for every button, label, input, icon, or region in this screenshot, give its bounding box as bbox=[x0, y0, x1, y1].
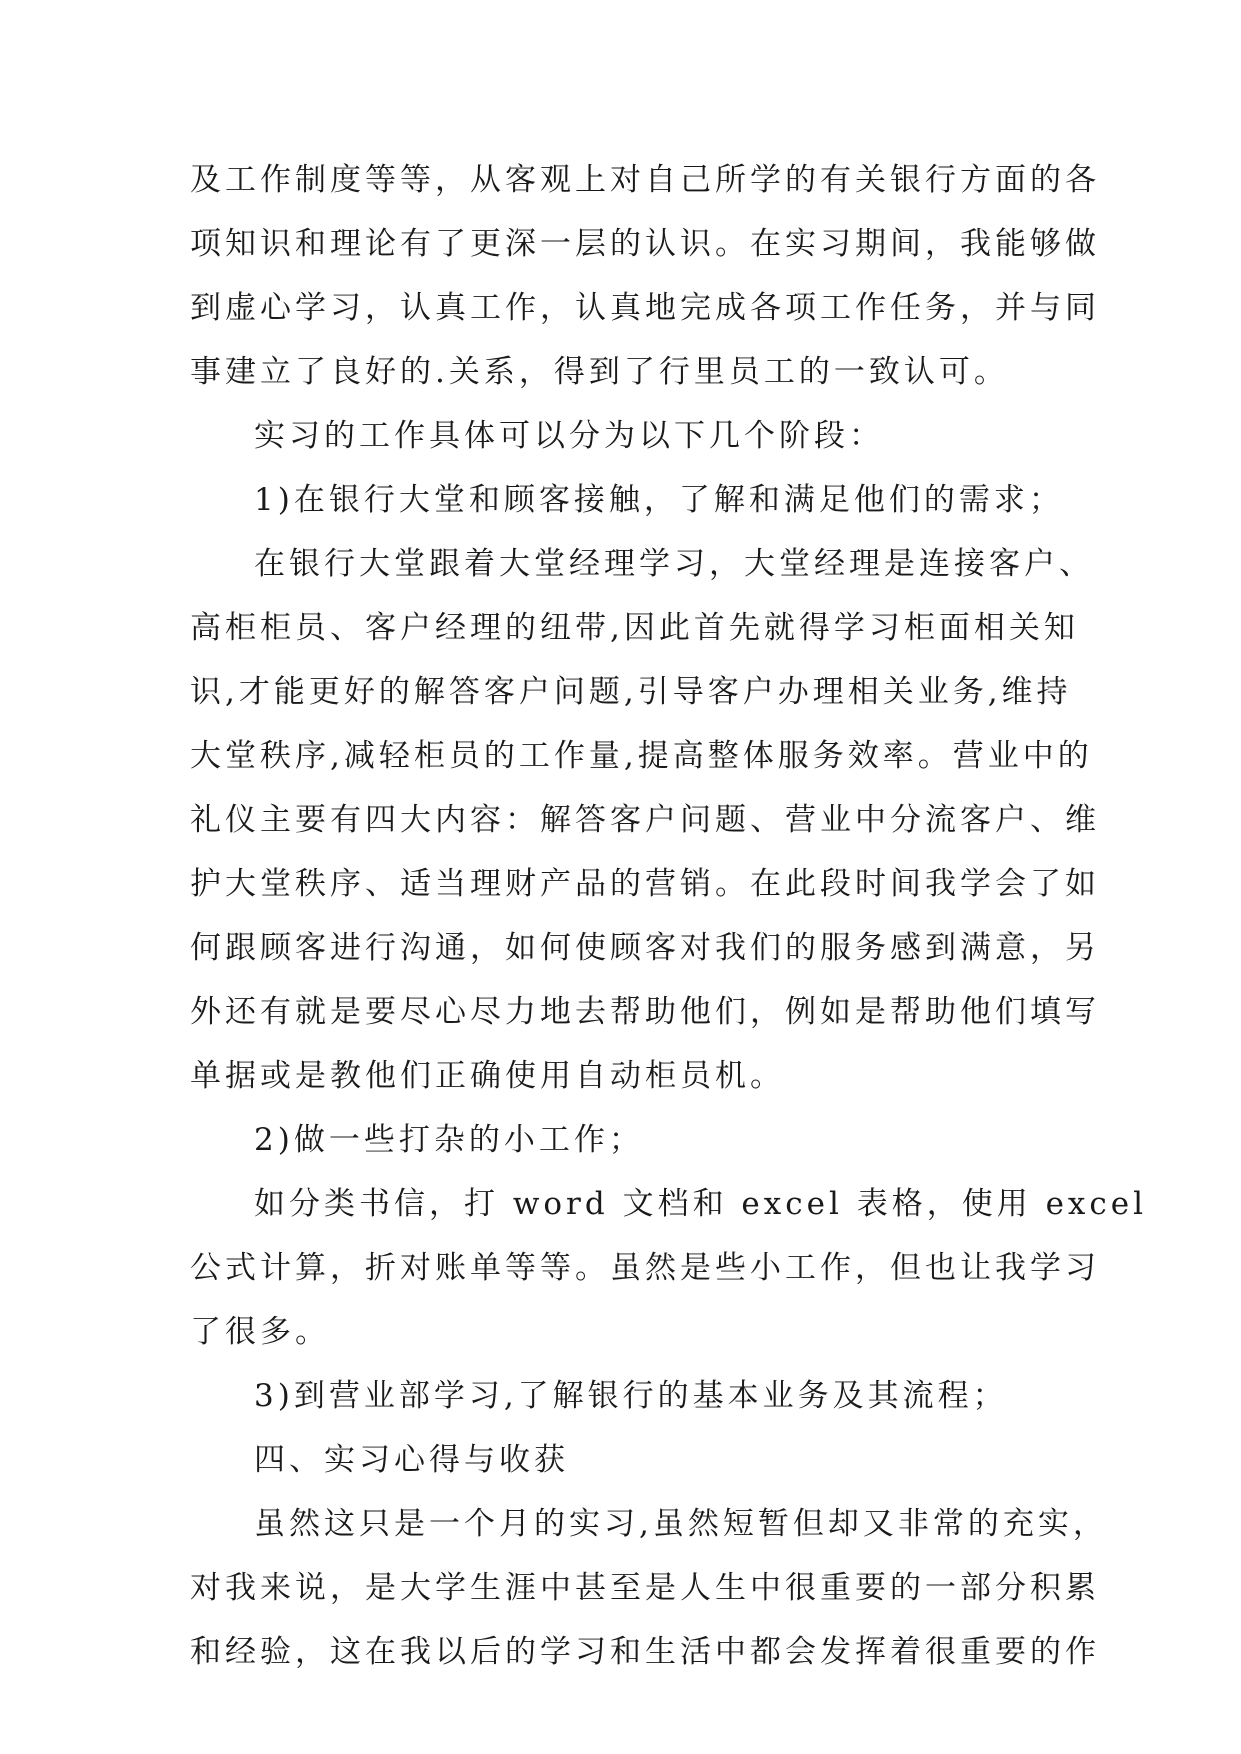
text-line: 对我来说，是大学生涯中甚至是人生中很重要的一部分积累 bbox=[190, 1570, 1100, 1606]
text-line: 如分类书信，打 word 文档和 excel 表格，使用 excel bbox=[254, 1186, 1148, 1222]
text-line: 实习的工作具体可以分为以下几个阶段： bbox=[254, 418, 884, 454]
text-line: 3)到营业部学习,了解银行的基本业务及其流程； bbox=[254, 1378, 1008, 1414]
text-line: 大堂秩序,减轻柜员的工作量,提高整体服务效率。营业中的 bbox=[190, 738, 1093, 774]
text-line: 礼仪主要有四大内容：解答客户问题、营业中分流客户、维 bbox=[190, 802, 1100, 838]
text-line: 虽然这只是一个月的实习,虽然短暂但却又非常的充实， bbox=[254, 1506, 1108, 1542]
text-line: 项知识和理论有了更深一层的认识。在实习期间，我能够做 bbox=[190, 226, 1100, 262]
text-line: 及工作制度等等，从客观上对自己所学的有关银行方面的各 bbox=[190, 162, 1100, 198]
text-line: 识,才能更好的解答客户问题,引导客户办理相关业务,维持 bbox=[190, 674, 1072, 710]
text-line: 何跟顾客进行沟通，如何使顾客对我们的服务感到满意，另 bbox=[190, 930, 1100, 966]
text-line: 事建立了良好的.关系，得到了行里员工的一致认可。 bbox=[190, 354, 1009, 390]
text-line: 外还有就是要尽心尽力地去帮助他们，例如是帮助他们填写 bbox=[190, 994, 1100, 1030]
text-line: 了很多。 bbox=[190, 1314, 330, 1350]
text-line: 1)在银行大堂和顾客接触，了解和满足他们的需求； bbox=[254, 482, 1064, 518]
text-line: 2)做一些打杂的小工作； bbox=[254, 1122, 644, 1158]
text-line: 和经验，这在我以后的学习和生活中都会发挥着很重要的作 bbox=[190, 1634, 1100, 1670]
text-line: 到虚心学习，认真工作，认真地完成各项工作任务，并与同 bbox=[190, 290, 1100, 326]
text-line: 单据或是教他们正确使用自动柜员机。 bbox=[190, 1058, 785, 1094]
text-line: 护大堂秩序、适当理财产品的营销。在此段时间我学会了如 bbox=[190, 866, 1100, 902]
text-line: 在银行大堂跟着大堂经理学习，大堂经理是连接客户、 bbox=[254, 546, 1094, 582]
text-line: 高柜柜员、客户经理的纽带,因此首先就得学习柜面相关知 bbox=[190, 610, 1079, 646]
section-heading: 四、实习心得与收获 bbox=[254, 1442, 569, 1478]
text-line: 公式计算，折对账单等等。虽然是些小工作，但也让我学习 bbox=[190, 1250, 1100, 1286]
